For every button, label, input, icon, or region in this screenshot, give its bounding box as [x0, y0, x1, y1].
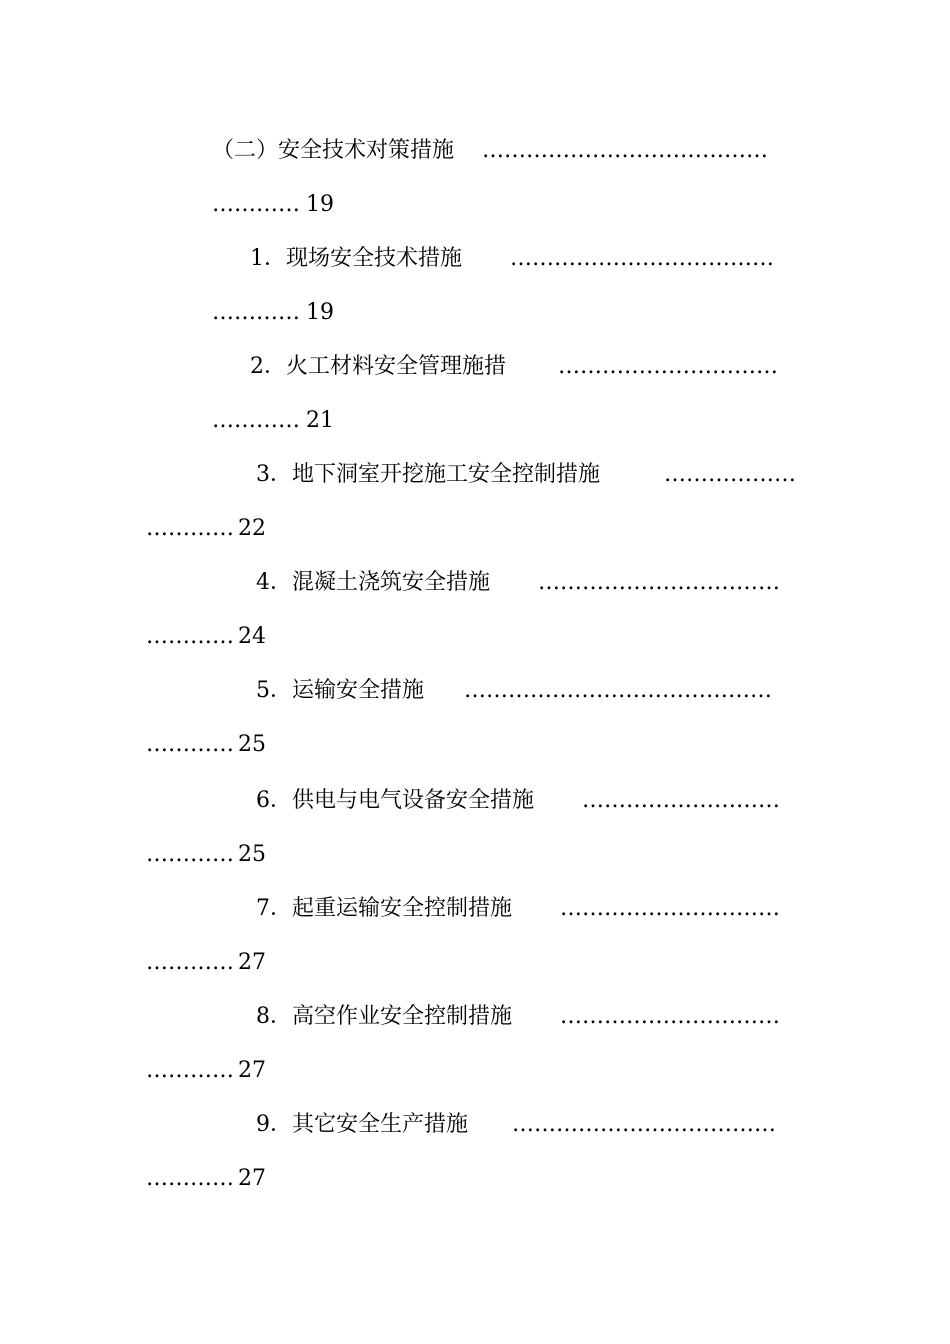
toc-page-number: 21 [306, 408, 334, 433]
toc-entry-title[interactable] [256, 786, 534, 816]
toc-entry-text: 地下洞室开挖施工安全控制措施 [292, 462, 601, 487]
toc-leader-dots: ……………………………… [512, 1112, 776, 1137]
toc-leader-dots: ……………………… [582, 788, 780, 813]
toc-page-number: 25 [238, 732, 266, 757]
toc-entry-text: 混凝土浇筑安全措施 [292, 570, 491, 595]
toc-entry-num: 5． [256, 678, 292, 703]
toc-entry-num: 8． [256, 1004, 292, 1029]
toc-entry-text: 现场安全技术措施 [286, 246, 463, 271]
toc-entry-title[interactable] [256, 1002, 512, 1032]
toc-entry-text: 运输安全措施 [292, 678, 425, 703]
toc-leader-dots: ………… [146, 624, 234, 649]
toc-entry-title[interactable] [256, 568, 490, 598]
toc-entry-text: 其它安全生产措施 [292, 1112, 469, 1137]
toc-leader-dots: ………… [146, 842, 234, 867]
toc-entry-title[interactable] [256, 894, 512, 924]
toc-entry-text: 起重运输安全控制措施 [292, 896, 513, 921]
toc-entry-text: 供电与电气设备安全措施 [292, 788, 535, 813]
toc-entry-title[interactable] [212, 136, 454, 166]
toc-entry-num: 9． [256, 1112, 292, 1137]
toc-page-number: 19 [306, 300, 334, 325]
toc-leader-dots: ………… [212, 300, 300, 325]
toc-leader-dots: ………… [146, 1166, 234, 1191]
toc-leader-dots: ………… [146, 732, 234, 757]
toc-page-number: 27 [238, 950, 266, 975]
toc-entry-title[interactable] [256, 460, 600, 490]
toc-entry-num: 2． [250, 354, 286, 379]
toc-leader-dots: ………………………… [560, 1004, 780, 1029]
toc-leader-dots: ………………………………… [482, 138, 768, 163]
toc-page-number: 22 [238, 516, 266, 541]
toc-entry-num: 7． [256, 896, 292, 921]
toc-page-number: 27 [238, 1166, 266, 1191]
toc-entry-text: 火工材料安全管理施措 [286, 354, 507, 379]
toc-entry-num: 3． [256, 462, 292, 487]
toc-entry-title[interactable] [256, 676, 424, 706]
toc-leader-dots: ………… [146, 1058, 234, 1083]
toc-leader-dots: ……………………………… [510, 246, 774, 271]
toc-entry-text: 高空作业安全控制措施 [292, 1004, 513, 1029]
toc-entry-num: 6． [256, 788, 292, 813]
toc-page-number: 27 [238, 1058, 266, 1083]
toc-leader-dots: ………… [146, 950, 234, 975]
toc-page-number: 25 [238, 842, 266, 867]
toc-leader-dots: ………………………… [560, 896, 780, 921]
toc-leader-dots: ………… [146, 516, 234, 541]
toc-leader-dots: ………………………… [558, 354, 778, 379]
toc-page-number: 24 [238, 624, 266, 649]
toc-leader-dots: ………… [212, 408, 300, 433]
toc-entry-title[interactable] [250, 244, 462, 274]
toc-entry-num: 1． [250, 246, 286, 271]
toc-entry-title[interactable] [250, 352, 506, 382]
toc-page-number: 19 [306, 192, 334, 217]
toc-leader-dots: ……………… [664, 462, 796, 487]
toc-leader-dots: ………… [212, 192, 300, 217]
toc-leader-dots: …………………………… [538, 570, 780, 595]
toc-leader-dots: …………………………………… [464, 678, 772, 703]
toc-entry-title[interactable] [256, 1110, 468, 1140]
toc-entry-num: 4． [256, 570, 292, 595]
toc-entry-text: （二）安全技术对策措施 [212, 138, 455, 163]
